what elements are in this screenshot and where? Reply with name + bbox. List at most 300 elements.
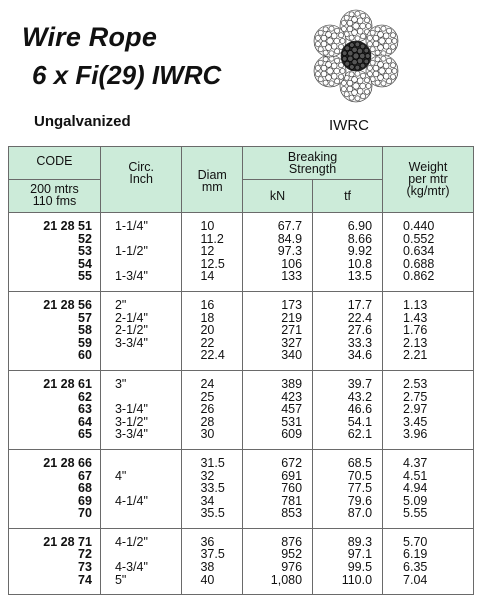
circ-column-cell <box>100 213 182 292</box>
tf-value: 22.4 <box>347 310 373 325</box>
outer-strand-wire <box>331 63 337 69</box>
code-value: 21 28 61 <box>43 376 92 391</box>
weight-column-cell <box>383 291 474 370</box>
code-value: 69 <box>78 493 92 508</box>
kn-column-cell <box>243 528 313 594</box>
circ-value <box>101 457 182 470</box>
title-line-1: Wire Rope <box>22 22 158 52</box>
core-strand-wire <box>357 58 362 63</box>
code-value: 72 <box>78 547 92 562</box>
kn-value: 760 <box>281 481 303 496</box>
code-column-cell <box>9 449 101 528</box>
table-row-group <box>9 528 474 594</box>
tf-value: 110.0 <box>341 572 373 587</box>
outer-strand-wire <box>340 38 345 43</box>
header-weight <box>383 147 474 213</box>
kn-value: 457 <box>281 402 303 417</box>
kn-value: 84.9 <box>277 231 303 246</box>
outer-strand-wire <box>329 26 334 31</box>
outer-strand-wire <box>331 33 337 39</box>
kn-value: 691 <box>281 468 303 483</box>
code-column-cell <box>9 213 101 292</box>
weight-value: 0.862 <box>403 269 435 284</box>
weight-column-cell <box>383 449 474 528</box>
diam-column-cell <box>182 528 243 594</box>
tf-column-cell <box>313 370 383 449</box>
tf-value: 33.3 <box>347 335 373 350</box>
weight-value: 1.13 <box>403 297 428 312</box>
header-circ <box>100 147 182 213</box>
kn-value: 327 <box>281 335 303 350</box>
header-kn-label: kN <box>269 189 286 203</box>
outer-strand-wire <box>375 57 380 62</box>
core-strand-wire <box>352 47 357 52</box>
outer-strand-wire <box>321 71 327 77</box>
core-strand-wire <box>355 42 360 47</box>
tf-value: 68.5 <box>347 455 373 470</box>
header-diam-label: Diam <box>197 168 227 182</box>
core-strand-wire <box>345 61 350 66</box>
weight-value: 5.55 <box>403 506 428 521</box>
kn-value: 219 <box>281 310 303 325</box>
code-value: 54 <box>78 256 92 271</box>
circ-column-cell <box>100 370 182 449</box>
core-strand-wire <box>360 44 365 49</box>
weight-column-cell <box>383 213 474 292</box>
outer-strand-wire <box>323 50 328 55</box>
header-tf <box>313 180 383 213</box>
weight-value: 1.43 <box>403 310 428 325</box>
outer-strand-wire <box>318 47 323 52</box>
outer-strand-wire <box>326 32 332 38</box>
outer-strand-wire <box>353 23 359 29</box>
circ-value: 4-1/2" <box>114 534 148 549</box>
weight-value: 5.09 <box>403 493 428 508</box>
outer-strand-wire <box>331 73 337 79</box>
weight-value: 2.13 <box>403 335 428 350</box>
core-strand-wire <box>349 43 354 48</box>
circ-value: 1-3/4" <box>114 269 148 284</box>
outer-strand-wire <box>323 80 328 85</box>
kn-value: 876 <box>281 534 303 549</box>
tf-value: 89.3 <box>347 534 373 549</box>
outer-strand-wire <box>370 47 375 52</box>
outer-strand-wire <box>355 11 360 16</box>
code-value: 59 <box>78 335 92 350</box>
tf-value: 13.5 <box>347 269 373 284</box>
header-kn <box>243 180 313 213</box>
outer-strand-wire <box>387 79 392 84</box>
core-strand-wire <box>355 65 360 70</box>
circ-column-cell <box>100 449 182 528</box>
code-value: 58 <box>78 323 92 338</box>
header-weight-line2: per mtr <box>408 172 448 186</box>
outer-strand-wire <box>341 20 346 25</box>
core-strand-wire <box>342 51 347 56</box>
diam-value: 30 <box>200 427 215 442</box>
tf-value: 97.1 <box>347 547 373 562</box>
core-strand-wire <box>357 48 362 53</box>
kn-value: 133 <box>281 269 303 284</box>
header-circ-unit: Inch <box>129 172 154 186</box>
outer-strand-wire <box>361 94 366 99</box>
outer-strand-wire <box>366 83 371 88</box>
outer-strand-wire <box>361 73 366 78</box>
code-column-cell <box>9 291 101 370</box>
outer-strand-wire <box>349 95 354 100</box>
diam-value: 34 <box>200 493 215 508</box>
kn-column-cell <box>243 370 313 449</box>
outer-strand-wire <box>329 81 334 86</box>
kn-value: 853 <box>281 506 303 521</box>
diam-value: 12.5 <box>200 256 225 271</box>
header-diam-unit: mm <box>201 180 223 194</box>
diam-column-cell <box>182 449 243 528</box>
header-code-sub1: 200 mtrs <box>30 182 79 196</box>
tf-value: 43.2 <box>347 389 373 404</box>
outer-strand-wire <box>370 60 375 65</box>
outer-strand-wire <box>386 38 392 44</box>
header-weight-line3: (kg/mtr) <box>406 184 450 198</box>
kn-value: 976 <box>281 560 303 575</box>
outer-strand-wire <box>315 65 320 70</box>
outer-strand-wire <box>334 38 340 44</box>
diam-value: 25 <box>200 389 215 404</box>
tf-column-cell <box>313 449 383 528</box>
header-code <box>9 147 101 180</box>
outer-strand-wire <box>353 83 359 89</box>
tf-value: 17.7 <box>347 297 373 312</box>
outer-strand-wire <box>357 18 363 24</box>
code-value: 64 <box>78 414 92 429</box>
outer-strand-wire <box>361 13 366 18</box>
outer-strand-wire <box>367 41 372 46</box>
tf-value: 39.7 <box>347 376 373 391</box>
core-strand-wire <box>342 56 347 61</box>
circ-value: 3-3/4" <box>114 335 148 350</box>
outer-strand-wire <box>329 51 334 56</box>
circ-value: 4-1/4" <box>114 493 148 508</box>
code-value: 21 28 71 <box>43 534 92 549</box>
code-value: 70 <box>78 506 92 521</box>
wire-rope-spec-table <box>8 146 474 595</box>
outer-strand-wire <box>347 26 353 32</box>
outer-strand-wire <box>364 78 369 83</box>
outer-strand-wire <box>352 77 358 83</box>
core-strand-wire <box>360 53 365 58</box>
outer-strand-wire <box>370 30 375 35</box>
circ-value: 3-3/4" <box>114 427 148 442</box>
tf-value: 99.5 <box>347 560 373 575</box>
code-value: 74 <box>78 572 92 587</box>
header-diam <box>182 147 243 213</box>
circ-value: 3-1/2" <box>114 414 148 429</box>
outer-strand-wire <box>379 38 385 44</box>
diam-value: 22 <box>200 335 215 350</box>
header-code-sub2: 110 fms <box>32 194 77 208</box>
tf-value: 9.92 <box>347 244 373 259</box>
diam-value: 18 <box>200 310 215 325</box>
outer-strand-wire <box>349 12 354 17</box>
outer-strand-wire <box>347 86 353 92</box>
outer-strand-wire <box>390 33 395 38</box>
circ-value <box>101 349 182 362</box>
outer-strand-wire <box>375 80 380 85</box>
tf-value: 77.5 <box>347 481 373 496</box>
circ-value <box>101 507 182 520</box>
table-body <box>9 213 474 595</box>
code-value: 21 28 56 <box>43 297 92 312</box>
tf-value: 54.1 <box>347 414 373 429</box>
kn-value: 173 <box>281 297 303 312</box>
weight-value: 7.04 <box>403 572 428 587</box>
weight-value: 3.45 <box>403 414 428 429</box>
kn-value: 106 <box>281 256 303 271</box>
circ-column-cell <box>100 528 182 594</box>
outer-strand-wire <box>315 71 320 76</box>
outer-strand-wire <box>315 41 320 46</box>
outer-strand-wire <box>355 71 360 76</box>
outer-strand-wire <box>321 41 327 47</box>
outer-strand-wire <box>335 79 340 84</box>
outer-strand-wire <box>383 43 389 49</box>
kn-value: 952 <box>281 547 303 562</box>
outer-strand-wire <box>315 35 320 40</box>
kn-value: 389 <box>281 376 303 391</box>
weight-value: 6.35 <box>403 560 428 575</box>
weight-column-cell <box>383 528 474 594</box>
outer-strand-wire <box>392 38 397 43</box>
code-column-cell <box>9 528 101 594</box>
outer-strand-wire <box>367 65 372 70</box>
kn-value: 672 <box>281 455 303 470</box>
tf-value: 34.6 <box>347 348 373 363</box>
diam-value: 16 <box>200 297 215 312</box>
weight-value: 3.96 <box>403 427 428 442</box>
outer-strand-wire <box>375 50 380 55</box>
core-strand-wire <box>365 54 370 59</box>
kn-value: 1,080 <box>270 572 303 587</box>
diam-value: 33.5 <box>200 481 225 496</box>
core-strand-wire <box>360 63 365 68</box>
weight-value: 2.97 <box>403 402 428 417</box>
weight-column-cell <box>383 370 474 449</box>
outer-strand-wire <box>334 68 340 74</box>
circ-value: 2-1/2" <box>114 323 148 338</box>
outer-strand-wire <box>344 15 349 20</box>
weight-value: 1.76 <box>403 323 428 338</box>
tf-value: 79.6 <box>347 493 373 508</box>
kn-value: 531 <box>281 414 303 429</box>
outer-strand-wire <box>318 60 323 65</box>
header-code-sub <box>9 180 101 213</box>
diam-value: 14 <box>200 269 215 284</box>
outer-strand-wire <box>390 74 395 79</box>
diam-value: 28 <box>200 414 215 429</box>
diam-value: 31.5 <box>200 455 225 470</box>
circ-value: 3-1/4" <box>114 402 148 417</box>
code-value: 62 <box>78 389 92 404</box>
header-bs-line1: Breaking <box>287 150 338 164</box>
circ-value: 1-1/2" <box>114 244 148 259</box>
weight-value: 2.53 <box>403 376 428 391</box>
title-line-2: 6 x Fi(29) IWRC <box>32 60 222 90</box>
header-breaking-strength <box>243 147 383 180</box>
outer-strand-wire <box>373 41 379 47</box>
weight-value: 0.552 <box>403 231 435 246</box>
outer-strand-wire <box>379 68 385 74</box>
code-value: 53 <box>78 244 92 259</box>
core-strand-wire <box>345 46 350 51</box>
diam-value: 40 <box>200 572 215 587</box>
subtitle: Ungalvanized <box>34 113 131 130</box>
outer-strand-wire <box>373 71 379 77</box>
diam-value: 22.4 <box>200 348 225 363</box>
circ-value: 3" <box>114 376 127 391</box>
outer-strand-wire <box>364 18 369 23</box>
tf-value: 10.8 <box>347 256 373 271</box>
outer-strand-wire <box>366 23 371 28</box>
header-weight-line1: Weight <box>408 160 448 174</box>
outer-strand-wire <box>331 43 337 49</box>
outer-strand-wire <box>367 35 372 40</box>
circ-column-cell <box>100 291 182 370</box>
core-strand-wire <box>364 48 369 53</box>
code-value: 60 <box>78 348 92 363</box>
outer-strand-wire <box>335 49 340 54</box>
diam-value: 37.5 <box>200 547 225 562</box>
header-bs-line2: Strength <box>288 162 337 176</box>
outer-strand-wire <box>364 89 369 94</box>
kn-column-cell <box>243 291 313 370</box>
weight-value: 4.37 <box>403 455 428 470</box>
outer-strand-wire <box>357 28 363 34</box>
tf-value: 70.5 <box>347 468 373 483</box>
circ-value: 2-1/4" <box>114 310 148 325</box>
circ-value: 5" <box>114 572 127 587</box>
weight-value: 2.75 <box>403 389 428 404</box>
outer-strand-wire <box>318 77 323 82</box>
kn-value: 340 <box>281 348 303 363</box>
core-strand-wire <box>349 65 354 70</box>
outer-strand-wire <box>378 32 384 38</box>
outer-strand-wire <box>390 44 395 49</box>
circ-value: 2" <box>114 297 127 312</box>
diam-value: 32 <box>200 468 215 483</box>
outer-strand-wire <box>355 36 360 41</box>
weight-value: 4.94 <box>403 481 428 496</box>
kn-value: 271 <box>281 323 303 338</box>
table-row-group <box>9 449 474 528</box>
outer-strand-wire <box>344 92 349 97</box>
outer-strand-wire <box>323 27 328 32</box>
header-circ-label: Circ. <box>128 160 155 174</box>
outer-strand-wire <box>360 23 366 29</box>
outer-strand-wire <box>335 28 340 33</box>
outer-strand-wire <box>387 28 392 33</box>
outer-strand-wire <box>327 68 333 74</box>
weight-value: 0.440 <box>403 219 435 233</box>
header-code-label: CODE <box>36 154 73 168</box>
outer-strand-wire <box>318 30 323 35</box>
diam-column-cell <box>182 291 243 370</box>
outer-strand-wire <box>341 86 346 91</box>
outer-strand-wire <box>349 72 354 77</box>
outer-strand-wire <box>357 78 363 84</box>
outer-strand-wire <box>355 96 360 101</box>
tf-value: 62.1 <box>347 427 373 442</box>
core-strand-wire <box>348 56 353 61</box>
table-row-group <box>9 213 474 292</box>
weight-value: 6.19 <box>403 547 428 562</box>
outer-strand-wire <box>381 26 386 31</box>
kn-column-cell <box>243 449 313 528</box>
weight-value: 5.70 <box>403 534 428 549</box>
outer-strand-wire <box>387 58 392 63</box>
outer-strand-wire <box>381 81 386 86</box>
outer-strand-wire <box>339 74 344 79</box>
diam-value: 11.2 <box>200 231 224 246</box>
core-strand-wire <box>364 59 369 64</box>
kn-column-cell <box>243 213 313 292</box>
diam-value: 10 <box>200 219 215 233</box>
code-value: 68 <box>78 481 92 496</box>
code-column-cell <box>9 370 101 449</box>
tf-column-cell <box>313 213 383 292</box>
code-value: 21 28 51 <box>43 219 92 233</box>
outer-strand-wire <box>383 33 389 39</box>
tf-value: 87.0 <box>347 506 373 521</box>
diam-value: 24 <box>200 376 215 391</box>
outer-strand-wire <box>323 57 328 62</box>
kn-value: 609 <box>281 427 303 442</box>
outer-strand-wire <box>339 33 344 38</box>
diam-value: 35.5 <box>200 506 225 521</box>
code-value: 52 <box>78 231 92 246</box>
outer-strand-wire <box>386 68 392 74</box>
circ-value: 4-3/4" <box>114 560 148 575</box>
outer-strand-wire <box>349 35 354 40</box>
kn-value: 97.3 <box>277 244 303 259</box>
outer-strand-wire <box>361 34 366 39</box>
outer-strand-wire <box>383 73 389 79</box>
code-value: 55 <box>78 269 92 284</box>
circ-value: 1-1/4" <box>114 219 148 233</box>
tf-value: 8.66 <box>347 231 373 246</box>
code-value: 67 <box>78 468 92 483</box>
table-row-group <box>9 370 474 449</box>
diam-value: 36 <box>200 534 215 549</box>
code-value: 63 <box>78 402 92 417</box>
header-tf-label: tf <box>344 189 352 203</box>
outer-strand-wire <box>335 58 340 63</box>
tf-column-cell <box>313 291 383 370</box>
core-strand-wire <box>353 53 359 59</box>
outer-strand-wire <box>375 27 380 32</box>
diam-column-cell <box>182 213 243 292</box>
diam-value: 12 <box>200 244 215 259</box>
outer-strand-wire <box>326 62 332 68</box>
kn-value: 423 <box>281 389 303 404</box>
outer-strand-wire <box>352 17 358 23</box>
outer-strand-wire <box>387 49 392 54</box>
rope-image-label: IWRC <box>329 117 369 134</box>
weight-value: 0.688 <box>403 256 435 271</box>
tf-value: 46.6 <box>347 402 373 417</box>
tf-value: 6.90 <box>347 219 373 233</box>
outer-strand-wire <box>357 88 363 94</box>
wire-rope-cross-section-image <box>308 8 404 104</box>
